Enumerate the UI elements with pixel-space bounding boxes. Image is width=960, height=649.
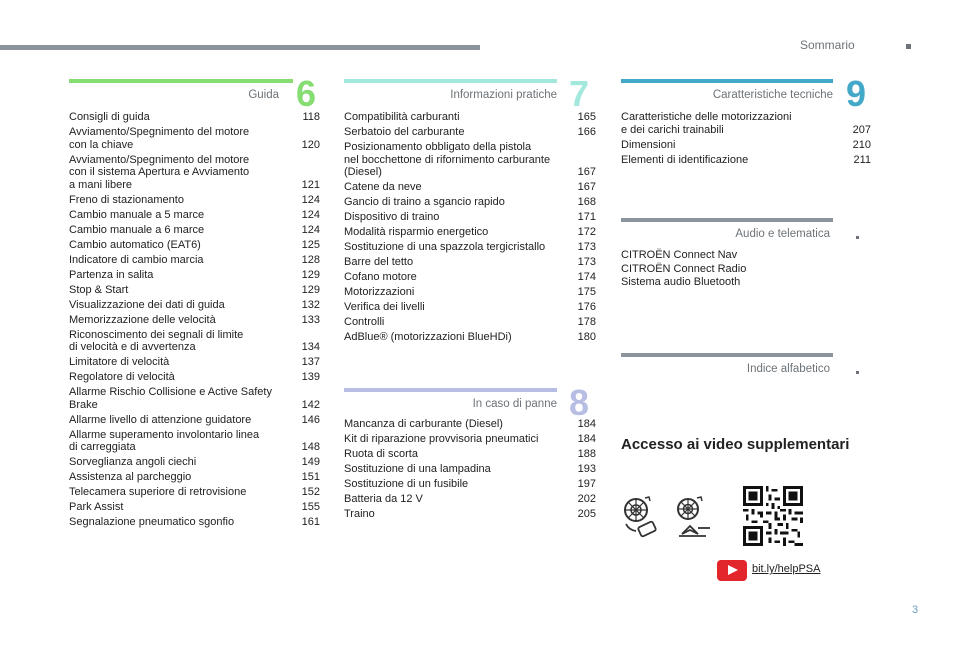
section-bar-guida — [69, 79, 293, 83]
toc-entry-label: Catene da neve — [344, 181, 422, 193]
toc-entry[interactable] — [344, 301, 596, 314]
toc-entry-label: Modalità risparmio energetico — [344, 226, 489, 238]
toc-entry-label: Riconoscimento dei segnali di limite di velocità e di avvertenza — [69, 328, 244, 353]
toc-entry-page: 184 — [577, 418, 596, 430]
toc-entry-page: 133 — [301, 313, 320, 326]
toc-entry-page: 146 — [301, 413, 320, 426]
toc-entry-label: Segnalazione pneumatico sgonfio — [69, 516, 235, 528]
toc-entry-label: Cambio manuale a 6 marce — [69, 223, 205, 236]
toc-entry[interactable] — [69, 194, 320, 207]
toc-entry[interactable] — [69, 314, 320, 327]
toc-entry-label: Sostituzione di una spazzola tergicristallo — [344, 241, 546, 253]
toc-entry[interactable] — [69, 429, 320, 454]
toc-entry[interactable] — [69, 254, 320, 267]
section-title-audio: Audio e telematica — [735, 228, 830, 240]
tyre-repair-icon — [623, 496, 663, 538]
toc-entry-label: Mancanza di carburante (Diesel) — [344, 418, 503, 430]
toc-entry-page: 120 — [301, 138, 320, 151]
toc-entry[interactable] — [69, 356, 320, 369]
toc-entry-label: Sostituzione di una lampadina — [344, 463, 491, 475]
toc-entry[interactable] — [69, 329, 320, 354]
toc-entry-page: 139 — [301, 371, 320, 383]
toc-entry-page: 149 — [301, 456, 320, 468]
header-bar — [0, 45, 480, 50]
section-number-panne: 8 — [569, 382, 590, 423]
toc-entry-page: 175 — [577, 286, 596, 298]
section-bar-informazioni — [344, 79, 557, 83]
toc-entry-label: Telecamera superiore di retrovisione — [69, 486, 247, 498]
toc-entry-label: Allarme Rischio Collisione e Active Safety Brake — [69, 386, 272, 411]
toc-entry-label: Caratteristiche delle motorizzazioni e dei carichi trainabili — [621, 111, 792, 136]
toc-entry[interactable] — [69, 209, 320, 222]
toc-entry[interactable] — [69, 456, 320, 469]
toc-entry[interactable] — [69, 284, 320, 297]
section-bar-tecniche — [621, 79, 833, 83]
toc-entry-label: Sostituzione di un fusibile — [344, 478, 469, 490]
toc-entry-page: 197 — [577, 478, 596, 490]
toc-entry[interactable] — [344, 433, 596, 446]
toc-entry[interactable] — [69, 299, 320, 312]
toc-entry[interactable] — [621, 139, 871, 152]
toc-entry[interactable] — [69, 386, 320, 411]
toc-entry[interactable] — [344, 181, 596, 194]
toc-entry-label: Cambio manuale a 5 marce — [69, 208, 205, 221]
tyre-change-icon — [676, 496, 716, 538]
toc-entry-page: 166 — [577, 126, 596, 138]
toc-entry-label: Motorizzazioni — [344, 286, 415, 298]
toc-entry-page: 171 — [577, 211, 596, 223]
section-number-guida: 6 — [296, 73, 317, 114]
toc-entry[interactable] — [344, 111, 596, 124]
toc-entry[interactable] — [344, 286, 596, 299]
toc-entry-page: 121 — [301, 178, 320, 191]
header-square — [906, 44, 911, 49]
toc-entry-page: 172 — [577, 226, 596, 238]
toc-entry-page: 207 — [852, 123, 871, 136]
toc-entry-page: 125 — [301, 238, 320, 251]
toc-entry-label: Kit di riparazione provvisoria pneumatici — [344, 433, 539, 445]
audio-item[interactable]: CITROËN Connect Radio — [621, 262, 747, 275]
header-title: Sommario — [800, 38, 855, 52]
toc-entry[interactable] — [69, 471, 320, 484]
toc-entry-page: 176 — [577, 301, 596, 313]
toc-entry-label: Verifica dei livelli — [344, 301, 425, 313]
toc-entry[interactable] — [69, 414, 320, 427]
toc-entry-page: 124 — [301, 193, 320, 206]
toc-entry[interactable] — [344, 463, 596, 476]
toc-entry-label: Limitatore di velocità — [69, 356, 170, 368]
section-title-panne: In caso di panne — [472, 398, 557, 410]
toc-entry-label: Stop & Start — [69, 283, 129, 296]
page-number: 3 — [912, 604, 919, 616]
toc-entry-label: Posizionamento obbligato della pistola nel bocchettone di rifornimento carburante (Diesel) — [344, 141, 551, 178]
toc-entry-label: Park Assist — [69, 501, 124, 513]
toc-entry-label: Cofano motore — [344, 271, 417, 283]
toc-entry-page: 173 — [577, 241, 596, 253]
toc-entry-label: Freno di stazionamento — [69, 193, 184, 206]
toc-entry-label: Allarme superamento involontario linea di carreggiata — [69, 428, 260, 453]
toc-entry-page: 167 — [577, 181, 596, 193]
toc-entry[interactable] — [344, 256, 596, 269]
toc-entry-page: 193 — [577, 463, 596, 475]
toc-entry-label: Regolatore di velocità — [69, 371, 175, 383]
toc-tecniche — [621, 111, 871, 169]
toc-entry-label: Cambio automatico (EAT6) — [69, 238, 201, 251]
toc-entry-label: Elementi di identificazione — [621, 153, 749, 166]
toc-entry-label: Gancio di traino a sgancio rapido — [344, 196, 505, 208]
toc-entry-page: 161 — [301, 516, 320, 528]
toc-entry[interactable] — [69, 224, 320, 237]
toc-entry-page: 173 — [577, 256, 596, 268]
toc-entry-page: 152 — [301, 486, 320, 498]
toc-entry-label: Avviamento/Spegnimento del motore con il sistema Apertura e Avviamento a mani libere — [69, 153, 250, 191]
toc-entry-label: Barre del tetto — [344, 256, 414, 268]
toc-entry[interactable] — [344, 508, 596, 521]
toc-entry-page: 129 — [301, 268, 320, 281]
toc-entry-page: 210 — [852, 138, 871, 151]
toc-entry[interactable] — [69, 111, 320, 124]
toc-entry[interactable] — [344, 141, 596, 179]
toc-entry-page: 211 — [853, 153, 871, 166]
toc-entry-label: Batteria da 12 V — [344, 493, 423, 505]
toc-informazioni — [344, 111, 596, 346]
section-number-informazioni: 7 — [569, 73, 590, 114]
section-bar-audio — [621, 218, 833, 222]
section-square-audio — [856, 236, 859, 239]
section-square-indice — [856, 371, 859, 374]
toc-entry[interactable] — [344, 331, 596, 344]
section-title-indice: Indice alfabetico — [746, 363, 830, 375]
toc-entry[interactable] — [621, 111, 871, 136]
toc-entry-page: 128 — [301, 253, 320, 266]
toc-entry-page: 155 — [301, 501, 320, 513]
toc-entry-label: Assistenza al parcheggio — [69, 471, 192, 483]
section-title-tecniche: Caratteristiche tecniche — [712, 89, 833, 101]
youtube-icon — [717, 560, 747, 581]
section-title-informazioni: Informazioni pratiche — [450, 89, 557, 101]
toc-panne — [344, 418, 596, 523]
section-bar-panne — [344, 388, 557, 392]
toc-entry-page: 165 — [577, 111, 596, 123]
toc-entry-page: 178 — [577, 316, 596, 328]
toc-entry-label: Consigli di guida — [69, 111, 150, 123]
qr-code — [743, 486, 803, 546]
toc-entry[interactable] — [69, 126, 320, 151]
toc-entry[interactable] — [344, 226, 596, 239]
toc-entry[interactable] — [344, 316, 596, 329]
toc-entry-label: Traino — [344, 508, 375, 520]
toc-entry[interactable] — [344, 448, 596, 461]
toc-entry-label: Dimensioni — [621, 138, 676, 151]
toc-entry-page: 148 — [301, 441, 320, 453]
toc-entry-label: Avviamento/Spegnimento del motore con la chiave — [69, 126, 250, 151]
toc-entry-page: 168 — [577, 196, 596, 208]
toc-entry[interactable] — [69, 154, 320, 192]
toc-entry-page: 205 — [577, 508, 596, 520]
toc-entry-page: 132 — [301, 298, 320, 311]
toc-entry[interactable] — [344, 196, 596, 209]
toc-entry[interactable] — [344, 493, 596, 506]
toc-entry-label: Serbatoio del carburante — [344, 126, 465, 138]
toc-entry[interactable] — [69, 239, 320, 252]
toc-entry-label: Ruota di scorta — [344, 448, 418, 460]
toc-entry-page: 118 — [302, 111, 320, 123]
toc-entry-label: Dispositivo di traino — [344, 211, 440, 223]
toc-entry[interactable] — [69, 371, 320, 384]
audio-item[interactable]: Sistema audio Bluetooth — [621, 276, 741, 288]
toc-entry[interactable] — [69, 486, 320, 499]
toc-entry-page: 129 — [301, 283, 320, 296]
toc-entry[interactable] — [344, 126, 596, 139]
toc-entry[interactable] — [344, 241, 596, 254]
toc-entry-label: Controlli — [344, 316, 385, 328]
help-video-link[interactable]: bit.ly/helpPSA — [752, 563, 821, 575]
video-heading: Accesso ai video supplementari — [621, 436, 850, 453]
toc-entry[interactable] — [344, 418, 596, 431]
toc-entry-page: 137 — [301, 356, 320, 368]
list-audio — [621, 249, 841, 290]
toc-entry[interactable] — [621, 154, 871, 167]
toc-entry-page: 174 — [577, 271, 596, 283]
toc-entry-label: Compatibilità carburanti — [344, 111, 460, 123]
audio-item[interactable]: CITROËN Connect Nav — [621, 249, 738, 261]
toc-entry[interactable] — [344, 478, 596, 491]
toc-guida — [69, 111, 320, 531]
toc-entry-label: Sorveglianza angoli ciechi — [69, 456, 197, 468]
toc-entry-page: 167 — [577, 166, 596, 178]
toc-entry-label: Indicatore di cambio marcia — [69, 253, 204, 266]
toc-entry-page: 124 — [301, 223, 320, 236]
toc-entry-page: 184 — [577, 433, 596, 445]
section-bar-indice — [621, 353, 833, 357]
toc-entry[interactable] — [344, 211, 596, 224]
toc-entry[interactable] — [69, 516, 320, 529]
toc-entry-page: 188 — [577, 448, 596, 460]
toc-entry-label: Allarme livello di attenzione guidatore — [69, 413, 252, 426]
toc-entry-label: Memorizzazione delle velocità — [69, 313, 216, 326]
toc-entry-page: 134 — [301, 341, 320, 353]
toc-entry[interactable] — [69, 269, 320, 282]
toc-entry-label: Visualizzazione dei dati di guida — [69, 298, 225, 311]
section-title-guida: Guida — [248, 89, 279, 101]
section-number-tecniche: 9 — [846, 73, 867, 114]
toc-entry[interactable] — [69, 501, 320, 514]
toc-entry[interactable] — [344, 271, 596, 284]
toc-entry-label: AdBlue® (motorizzazioni BlueHDi) — [344, 331, 512, 343]
toc-entry-page: 151 — [301, 471, 320, 483]
toc-entry-page: 180 — [577, 331, 596, 343]
toc-entry-page: 124 — [301, 208, 320, 221]
toc-entry-page: 142 — [301, 398, 320, 411]
play-icon — [728, 565, 738, 575]
toc-entry-label: Partenza in salita — [69, 268, 154, 281]
toc-entry-page: 202 — [577, 493, 596, 505]
